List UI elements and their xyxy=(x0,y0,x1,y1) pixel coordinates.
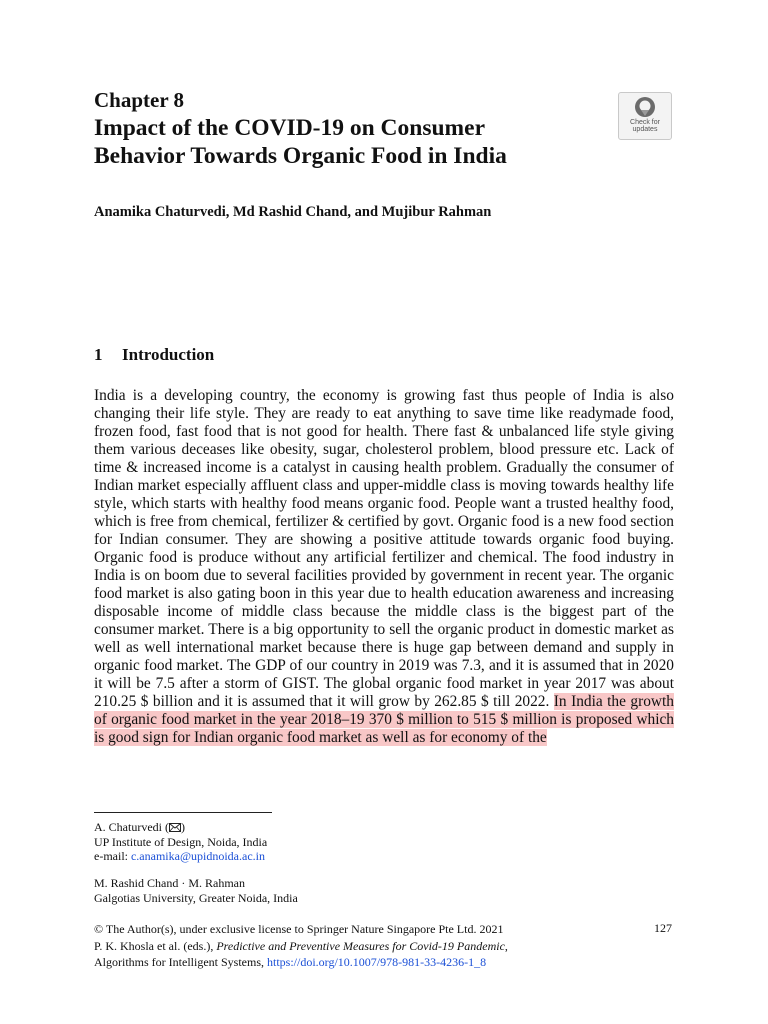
section-number: 1 xyxy=(94,345,103,364)
page-number: 127 xyxy=(654,921,672,935)
crossmark-icon xyxy=(634,96,656,118)
series-name: Algorithms for Intelligent Systems, xyxy=(94,955,267,969)
footnote-rule xyxy=(94,812,272,813)
copyright-block: © The Author(s), under exclusive license to Springer Nature Singapore Pte Ltd. 2021 P. K. Khosla et al. (eds.), Predictive and Preventive Measures for Covid-19 Pandemic, Algorithms for Intelligent Systems, https://doi.org/10.1007/978-981-33-4236-1_8 xyxy=(94,921,674,971)
page xyxy=(94,0,674,1024)
chapter-title-line2: Behavior Towards Organic Food in India xyxy=(94,143,507,169)
email-link[interactable]: c.anamika@upidnoida.ac.in xyxy=(130,849,265,863)
email-label: e-mail: xyxy=(94,849,131,863)
check-for-updates-badge[interactable] xyxy=(618,92,672,140)
section-title: Introduction xyxy=(122,345,215,364)
envelope-icon[interactable] xyxy=(169,823,181,832)
author1-institute: UP Institute of Design, Noida, India xyxy=(94,834,268,849)
section-heading xyxy=(94,345,214,365)
copyright-line: © The Author(s), under exclusive license to Springer Nature Singapore Pte Ltd. 2021 xyxy=(94,922,504,936)
introduction-paragraph xyxy=(94,387,674,747)
check-for-updates-text: Check for updates xyxy=(630,119,660,133)
doi-link[interactable]: https://doi.org/10.1007/978-981-33-4236-1_8 xyxy=(267,955,487,969)
authors23-names: M. Rashid Chand · M. Rahman xyxy=(94,876,245,890)
chapter-title xyxy=(94,114,594,170)
paragraph-text: India is a developing country, the economy is growing fast thus people of India is also changing their life style. They are ready to eat anything to save time like readymade food, frozen food, fast food that is not good for health. There fast & unbalanced life style giving them various deceases like obesity, sugar, cholesterol problem, blood pressure etc. Lack of time & increased income is a catalyst in causing health problem. Gradually the consumer of Indian market especially affluent class and upper-middle class is moving towards healthy life style, which starts with healthy food means organic food. People want a trusted healthy food, which is free from chemical, fertilizer & certified by govt. Organic food is a new food section for Indian consumer. They are showing a positive attitude towards organic food buying. Organic food is produce without any artificial fertilizer and chemical. The food industry in India is on boom due to several facilities provided by government in recent year. The organic food market is also gating boon in this year due to health education awareness and increasing disposable income of middle class because the middle class is the biggest part of the consumer market. There is a big opportunity to sell the organic product in domestic market as well as well international market because there is huge gap between demand and supply in organic food market. The GDP of our country in 2019 was 7.3, and it is assumed that in 2020 it will be 7.5 after a storm of GIST. The global organic food market in year 2017 was about 210.25 $ billion and it is assumed that it will grow by 262.85 $ till 2022. xyxy=(94,387,674,710)
author1-name: A. Chaturvedi ( xyxy=(94,820,169,834)
affiliation-authors23 xyxy=(94,876,298,905)
chapter-label: Chapter 8 xyxy=(94,88,185,112)
author-list: Anamika Chaturvedi, Md Rashid Chand, and Mujibur Rahman xyxy=(94,204,492,220)
highlighted-text: In India the growth of organic food market in the year 2018–19 370 $ million to 515 $ million is proposed which is good sign for Indian organic food market as well as for economy of the xyxy=(94,693,674,746)
chapter-title-line1: Impact of the COVID-19 on Consumer xyxy=(94,115,485,141)
authors23-institute: Galgotias University, Greater Noida, India xyxy=(94,890,298,905)
book-title: Predictive and Preventive Measures for Covid-19 Pandemic xyxy=(216,938,505,953)
affiliation-author1: A. Chaturvedi ( ) UP Institute of Design, Noida, India e-mail: c.anamika@upidnoida.ac.in xyxy=(94,820,268,863)
